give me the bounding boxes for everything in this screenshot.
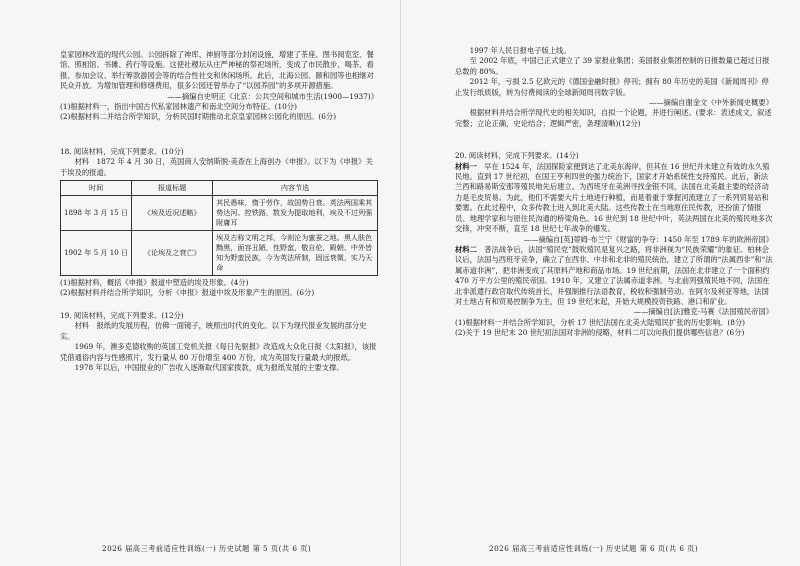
q19-source: ——摘编自谢金文《中外新闻史概要》: [648, 98, 773, 108]
table-cell-content: 其民愚味，惰于劳作，故国势日衰。英法两国乘其势达河、控铁路，数发为提取地利，埃及不过列强附庸耳: [213, 196, 378, 231]
q20-question-2: (2)关于 19 世纪末 20 世纪初法国对非洲的侵略，材料二可以向我们提供哪些信息？(6分): [455, 328, 745, 338]
q19-title: 19. 阅读材料，完成下列要求。(12分): [60, 310, 184, 320]
q17-source: ——摘编自史明正《北京：公共空间和城市生活(1900—1937)》: [167, 91, 378, 101]
q20-material-2-text: 普法战争后，法国“殖民党”鼓吹殖民是复兴之路，将非洲视为“民族荣耀”的象征。柏林会议后，法国与西班牙竞争，确立了在西非、中非和北非的殖民统治，建立了所谓的“法属西非”和“法属赤道非洲”，把非洲变成了其原料产地和商品市场。19 世纪前期，法国在北非建立了一个面积约 470 万平方公里的殖民帝国。1910 年，又建立了法属赤道非洲。与北前列强殖民地不同，法国在北非派遣行政官取代传统首长，并强制推行法语教育，税收和强制劳动。在阿尔及利亚等地，法国对土地占有和贸易控制争为主，但 19 世纪末起，开始大规模投资铁路、港口和矿业。: [455, 244, 773, 306]
table-header-content: 内容节选: [213, 181, 378, 196]
left-column: [60, 50, 378, 373]
q18-material: 材料 1872 年 4 月 30 日，英国商人安纳斯脱·美查在上海创办《申报》。以下为《申报》关于埃及的报道。: [60, 157, 373, 177]
left-page-footer: 2026 届高三考前适应性训练(一) 历史试题 第 5 页(共 6 页): [102, 544, 312, 553]
q17-material-tail: 皇家园林改造的现代公园。公园拆除了神库、神厨等部分封闭设施，增建了茶座、图书阅览室、餐馆、照相馆、书摊、药行等设施。这使社稷坛从庄严神秘的祭祀场所，变成了市民散步、喝茶、看报、参加会议、举行筹款游园会等的结合性社交和休闲场所。此后，北海公园、颐和园等也相继对民众开放。为增加管理和修缮费用，很多公园还曾举办了“以园养园”的多项开源措施。: [60, 50, 374, 91]
q17-question-1: (1)根据材料一，指出中国古代私家园林遗产和南北空间分布特征。(10分): [60, 102, 297, 112]
q20-material-1: [455, 162, 773, 235]
q20-material-2: [455, 245, 773, 307]
table-cell-date: 1902 年 5 月 10 日: [61, 231, 132, 276]
right-page-footer: 2026 届高三考前适应性训练(一) 历史试题 第 6 页(共 6 页): [489, 544, 699, 553]
q20-question-1: (1)根据材料一并结合所学知识，分析 17 世纪法国在北美大陆殖民扩张的历史影响。(8分): [455, 317, 745, 327]
table-header-title: 报道标题: [132, 181, 213, 196]
q20-material-2-label: 材料二: [455, 244, 477, 254]
table-cell-title: 《埃及近况述略》: [132, 196, 213, 231]
q20-material-2-source: ——摘编自[法]雅克·马赛《法国殖民帝国》: [633, 307, 773, 317]
q20-title: 20. 阅读材料，完成下列要求。(14分): [455, 151, 579, 161]
q20-material-1-source: ——摘编自[英]蒂姆·布兰宁《财富的争夺：1450 年至 1789 年的欧洲帝国》: [523, 234, 773, 244]
right-column: [455, 46, 773, 339]
table-cell-content: 埃及古称文明之邦，今则沦为蜜蚕之地。黑人肤色黝黑，面容丑陋，性野蛮，敬自伦，殿朝、中外皆知为野蛮民族，今为英法所制，固远衰微，实乃天命: [213, 231, 378, 276]
table-cell-date: 1898 年 3 月 15 日: [61, 196, 132, 231]
q20-material-1-label: 材料一: [455, 161, 477, 171]
table-row: [61, 196, 378, 231]
table-cell-title: 《论埃及之衰亡》: [132, 231, 213, 276]
q18-table: [60, 180, 378, 276]
q19-material-1978: 1978 年以后，中国报业的广告收入逐渐取代国家拨款，成为报纸发展的主要支撑。: [74, 362, 344, 372]
q20-material-1-text: 早在 1524 年，法国探险家便到达了北美东海岸，但其在 16 世纪并未建立有效的永久殖民地。直到 17 世纪初，在国王亨利四世的强力统治下，国家才开始系统性支持殖民。此后，新法兰西和路易斯安那等殖民地先后建立。为西班牙在美洲寻找金银不同，法国在北美最主要的经济动力是毛皮贸易。为此，他们不需要大片土地进行种植，而是着重于掌握河流建立了一系列贸易站和要塞。在此过程中，众多传教士进入到北美大陆。这些传教士在当地原住民传教，还扮演了情报员、地理学家和与原住民沟通的桥梁角色。16 世纪到 18 世纪中叶，英法两国在北美的殖民地多次交锋，冲突不断，直至 18 世纪七年战争的爆发。: [455, 161, 773, 234]
q19-material-1997: 1997 年人民日报电子版上线。: [469, 46, 571, 55]
q19-material-1969: 1969 年，澳多克德收购的英国工党机关报《每日先驱报》改造成大众化日报《太阳报》，该报凭借通俗内容与性感照片，发行量从 80 万份增至 400 万份，成为英国发行量最大的报纸。: [60, 342, 377, 362]
q19-material-2012: 2012 年，亏损 2.5 亿欧元的《德国金融时报》停刊；拥有 80 年历史的美国《新闻周刊》停止发行纸质版，转为付费阅读的全球新闻周刊数字版。: [455, 77, 769, 97]
q19-material-2002: 至 2002 年底，中国已正式建立了 39 家报业集团；美国报业集团控制的日报数量已超过日报总数的 80%。: [455, 56, 770, 76]
q17-question-2: (2)根据材料二并结合所学知识，分析民国时期推动北京皇家园林公园化的原因。(6分): [60, 112, 337, 122]
q18-question-2: (2)根据材料并结合所学知识，分析《申报》报道中埃及形象产生的原因。(6分): [60, 288, 315, 298]
q18-question-1: (1)根据材料，概括《申报》报道中塑造的埃及形象。(4分): [60, 278, 249, 288]
table-header-row: [61, 181, 378, 196]
q19-question: 根据材料并结合所学现代史的相关知识，自拟一个论题，并进行阐述。(要求：表述成文，叙述完整；立论正确，史论结合；逻辑严密，条理清晰)(12分): [455, 108, 772, 128]
table-row: [61, 231, 378, 276]
q18-title: 18. 阅读材料，完成下列要求。(10分): [60, 146, 184, 156]
q19-material-intro: 材料 报纸的发展历程，仿佛一面镜子，映照出时代的变化。以下为现代报业发展的部分史实。: [60, 321, 367, 341]
table-header-date: 时间: [61, 181, 132, 196]
